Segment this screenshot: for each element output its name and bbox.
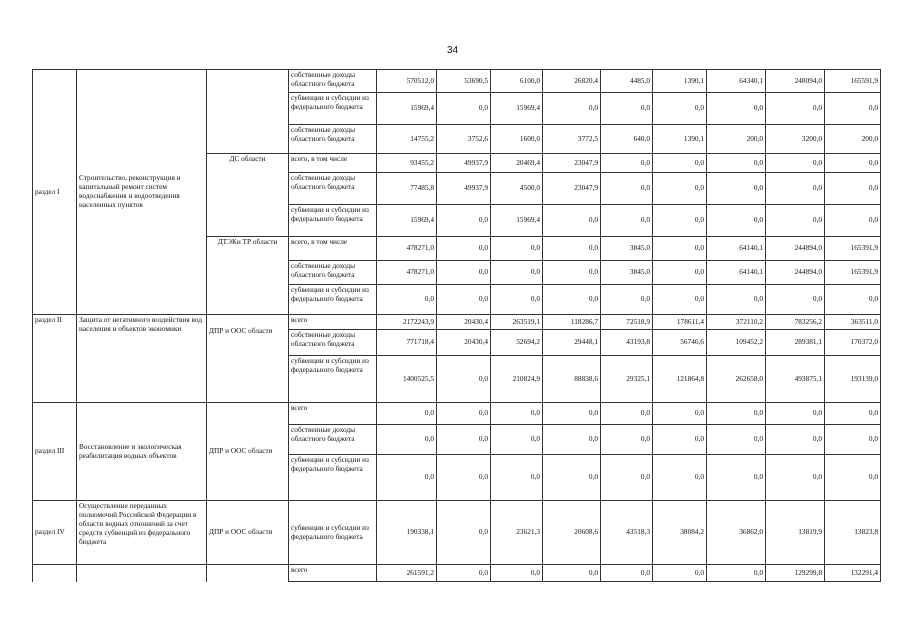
cell-value: 6100,0 — [491, 70, 543, 93]
cell-value: 244894,0 — [766, 237, 825, 261]
row-label: субвенции и субсидии из федерального бюджета — [289, 501, 377, 565]
cell-value: 29448,1 — [543, 330, 601, 356]
cell-value: 200,0 — [825, 125, 881, 154]
cell-value: 13823,8 — [825, 501, 881, 565]
cell-value: 15969,4 — [491, 93, 543, 125]
cell-value: 15969,4 — [377, 93, 437, 125]
executor: ДПР и ООС области — [207, 403, 289, 501]
cell-value: 0,0 — [377, 285, 437, 315]
cell-value: 3845,0 — [601, 261, 653, 285]
table-row — [33, 403, 881, 425]
cell-value: 4500,0 — [491, 173, 543, 205]
row-label: собственные доходы областного бюджета — [289, 125, 377, 154]
empty-cell — [77, 565, 207, 582]
cell-value: 15969,4 — [377, 205, 437, 237]
cell-value: 0,0 — [825, 285, 881, 315]
cell-value: 0,0 — [543, 93, 601, 125]
executor: ДС области — [207, 154, 289, 237]
cell-value: 52694,2 — [491, 330, 543, 356]
executor: ДПР и ООС области — [207, 315, 289, 403]
cell-value: 0,0 — [825, 93, 881, 125]
row-label: всего, в том числе — [289, 154, 377, 173]
cell-value: 0,0 — [766, 285, 825, 315]
cell-value: 0,0 — [543, 455, 601, 501]
cell-value: 0,0 — [825, 425, 881, 455]
cell-value: 289381,1 — [766, 330, 825, 356]
cell-value: 0,0 — [491, 425, 543, 455]
row-label: субвенции и субсидии из федерального бюджета — [289, 285, 377, 315]
cell-value: 4485,0 — [601, 70, 653, 93]
cell-value: 200,0 — [707, 125, 766, 154]
cell-value: 109452,2 — [707, 330, 766, 356]
cell-value: 0,0 — [653, 403, 707, 425]
cell-value: 0,0 — [437, 205, 491, 237]
cell-value: 0,0 — [437, 93, 491, 125]
cell-value: 20430,4 — [437, 330, 491, 356]
cell-value: 0,0 — [437, 501, 491, 565]
cell-value: 263519,1 — [491, 315, 543, 330]
page-number: 34 — [446, 45, 459, 56]
cell-value: 0,0 — [437, 455, 491, 501]
cell-value: 0,0 — [601, 565, 653, 582]
cell-value: 132291,4 — [825, 565, 881, 582]
cell-value: 129299,8 — [766, 565, 825, 582]
cell-value: 77485,8 — [377, 173, 437, 205]
cell-value: 1400525,5 — [377, 356, 437, 403]
cell-value: 64340,1 — [707, 70, 766, 93]
executor: ДТЭКи ТР области — [207, 237, 289, 315]
cell-value: 0,0 — [491, 565, 543, 582]
cell-value: 1390,1 — [653, 70, 707, 93]
cell-value: 0,0 — [825, 455, 881, 501]
cell-value: 0,0 — [653, 154, 707, 173]
cell-value: 0,0 — [653, 285, 707, 315]
row-label: субвенции и субсидии из федерального бюджета — [289, 455, 377, 501]
cell-value: 0,0 — [437, 237, 491, 261]
cell-value: 93455,2 — [377, 154, 437, 173]
section-number: раздел I — [33, 70, 77, 315]
row-label: субвенции и субсидии из федерального бюджета — [289, 93, 377, 125]
cell-value: 13819,9 — [766, 501, 825, 565]
cell-value: 23047,9 — [543, 173, 601, 205]
row-label: собственные доходы областного бюджета — [289, 261, 377, 285]
section-number: раздел IV — [33, 501, 77, 565]
cell-value: 0,0 — [766, 455, 825, 501]
section-number: раздел III — [33, 403, 77, 501]
cell-value: 0,0 — [543, 425, 601, 455]
cell-value: 363511,0 — [825, 315, 881, 330]
cell-value: 0,0 — [437, 356, 491, 403]
cell-value: 570512,0 — [377, 70, 437, 93]
cell-value: 0,0 — [653, 565, 707, 582]
cell-value: 0,0 — [653, 261, 707, 285]
cell-value: 165391,9 — [825, 237, 881, 261]
cell-value: 478271,0 — [377, 237, 437, 261]
cell-value: 0,0 — [601, 425, 653, 455]
row-label: субвенции и субсидии из федерального бюджета — [289, 356, 377, 403]
cell-value: 165591,9 — [825, 70, 881, 93]
cell-value: 49937,9 — [437, 154, 491, 173]
table-row — [33, 565, 881, 582]
cell-value: 64140,1 — [707, 261, 766, 285]
section-title: Защита от негативного воздействия вод населения и объектов экономики — [77, 315, 207, 403]
cell-value: 20430,4 — [437, 315, 491, 330]
cell-value: 0,0 — [825, 154, 881, 173]
cell-value: 53690,5 — [437, 70, 491, 93]
cell-value: 121864,8 — [653, 356, 707, 403]
cell-value: 0,0 — [491, 455, 543, 501]
cell-value: 3200,0 — [766, 125, 825, 154]
row-label: собственные доходы областного бюджета — [289, 425, 377, 455]
budget-table — [32, 69, 881, 582]
cell-value: 0,0 — [707, 455, 766, 501]
cell-value: 0,0 — [766, 154, 825, 173]
cell-value: 210824,9 — [491, 356, 543, 403]
cell-value: 0,0 — [766, 205, 825, 237]
cell-value: 0,0 — [766, 93, 825, 125]
cell-value: 0,0 — [601, 285, 653, 315]
cell-value: 15969,4 — [491, 205, 543, 237]
cell-value: 0,0 — [707, 205, 766, 237]
cell-value: 0,0 — [437, 403, 491, 425]
cell-value: 0,0 — [653, 237, 707, 261]
table-row — [33, 501, 881, 565]
empty-cell — [207, 565, 289, 582]
cell-value: 0,0 — [653, 205, 707, 237]
cell-value: 0,0 — [543, 565, 601, 582]
cell-value: 0,0 — [653, 425, 707, 455]
cell-value: 262658,0 — [707, 356, 766, 403]
cell-value: 88838,6 — [543, 356, 601, 403]
cell-value: 178611,4 — [653, 315, 707, 330]
cell-value: 771718,4 — [377, 330, 437, 356]
table-row — [33, 315, 881, 330]
cell-value: 0,0 — [707, 154, 766, 173]
cell-value: 0,0 — [543, 285, 601, 315]
cell-value: 23047,9 — [543, 154, 601, 173]
cell-value: 3845,0 — [601, 237, 653, 261]
executor-empty — [207, 70, 289, 154]
cell-value: 0,0 — [653, 455, 707, 501]
cell-value: 49937,9 — [437, 173, 491, 205]
row-label: собственные доходы областного бюджета — [289, 330, 377, 356]
cell-value: 29325,1 — [601, 356, 653, 403]
cell-value: 0,0 — [601, 205, 653, 237]
cell-value: 165391,9 — [825, 261, 881, 285]
cell-value: 0,0 — [601, 93, 653, 125]
cell-value: 190338,1 — [377, 501, 437, 565]
section-title: Восстановление и экологическая реабилитация водных объектов — [77, 403, 207, 501]
cell-value: 0,0 — [437, 425, 491, 455]
section-title: Осуществление переданных полномочий Российской Федерации в области водных отношений за счет средств субвенций из федерального бюджета — [77, 501, 207, 565]
cell-value: 0,0 — [825, 173, 881, 205]
cell-value: 0,0 — [766, 403, 825, 425]
cell-value: 0,0 — [491, 285, 543, 315]
section-number: раздел II — [33, 315, 77, 403]
cell-value: 23621,3 — [491, 501, 543, 565]
cell-value: 1390,1 — [653, 125, 707, 154]
cell-value: 64140,1 — [707, 237, 766, 261]
cell-value: 0,0 — [491, 237, 543, 261]
cell-value: 0,0 — [377, 425, 437, 455]
cell-value: 0,0 — [825, 205, 881, 237]
cell-value: 0,0 — [377, 455, 437, 501]
cell-value: 0,0 — [491, 403, 543, 425]
cell-value: 0,0 — [601, 455, 653, 501]
cell-value: 493875,1 — [766, 356, 825, 403]
cell-value: 26820,4 — [543, 70, 601, 93]
cell-value: 170372,0 — [825, 330, 881, 356]
cell-value: 0,0 — [707, 93, 766, 125]
cell-value: 0,0 — [601, 403, 653, 425]
row-label: собственные доходы областного бюджета — [289, 173, 377, 205]
cell-value: 0,0 — [707, 403, 766, 425]
row-label: всего, в том числе — [289, 237, 377, 261]
row-label: всего — [289, 315, 377, 330]
section-title: Строительство, реконструкция и капитальный ремонт систем водоснабжения и водоотведения населенных пунктов — [77, 70, 207, 315]
cell-value: 261591,2 — [377, 565, 437, 582]
cell-value: 14755,2 — [377, 125, 437, 154]
cell-value: 0,0 — [601, 154, 653, 173]
cell-value: 0,0 — [543, 205, 601, 237]
cell-value: 20469,4 — [491, 154, 543, 173]
cell-value: 43193,8 — [601, 330, 653, 356]
cell-value: 118286,7 — [543, 315, 601, 330]
cell-value: 0,0 — [437, 565, 491, 582]
cell-value: 0,0 — [543, 261, 601, 285]
cell-value: 193139,0 — [825, 356, 881, 403]
cell-value: 0,0 — [766, 425, 825, 455]
executor: ДПР и ООС области — [207, 501, 289, 565]
row-label: субвенции и субсидии из федерального бюджета — [289, 205, 377, 237]
table-row — [33, 70, 881, 93]
cell-value: 38084,2 — [653, 501, 707, 565]
cell-value: 244894,0 — [766, 261, 825, 285]
cell-value: 36862,0 — [707, 501, 766, 565]
cell-value: 0,0 — [825, 403, 881, 425]
cell-value: 0,0 — [437, 261, 491, 285]
empty-cell — [33, 565, 77, 582]
row-label: всего — [289, 403, 377, 425]
cell-value: 478271,0 — [377, 261, 437, 285]
cell-value: 0,0 — [437, 285, 491, 315]
row-label: всего — [289, 565, 377, 582]
cell-value: 3772,5 — [543, 125, 601, 154]
cell-value: 56746,6 — [653, 330, 707, 356]
cell-value: 0,0 — [653, 93, 707, 125]
table-body — [33, 70, 881, 582]
cell-value: 248094,0 — [766, 70, 825, 93]
cell-value: 0,0 — [543, 403, 601, 425]
cell-value: 0,0 — [543, 237, 601, 261]
cell-value: 0,0 — [766, 173, 825, 205]
cell-value: 783256,2 — [766, 315, 825, 330]
cell-value: 2172243,9 — [377, 315, 437, 330]
row-label: собственные доходы областного бюджета — [289, 70, 377, 93]
cell-value: 0,0 — [707, 425, 766, 455]
cell-value: 0,0 — [377, 403, 437, 425]
cell-value: 43518,3 — [601, 501, 653, 565]
cell-value: 0,0 — [707, 565, 766, 582]
cell-value: 3752,6 — [437, 125, 491, 154]
cell-value: 0,0 — [653, 173, 707, 205]
cell-value: 640,0 — [601, 125, 653, 154]
cell-value: 372110,2 — [707, 315, 766, 330]
cell-value: 1600,0 — [491, 125, 543, 154]
cell-value: 0,0 — [601, 173, 653, 205]
cell-value: 20608,6 — [543, 501, 601, 565]
cell-value: 0,0 — [491, 261, 543, 285]
cell-value: 0,0 — [707, 173, 766, 205]
cell-value: 72518,9 — [601, 315, 653, 330]
cell-value: 0,0 — [707, 285, 766, 315]
